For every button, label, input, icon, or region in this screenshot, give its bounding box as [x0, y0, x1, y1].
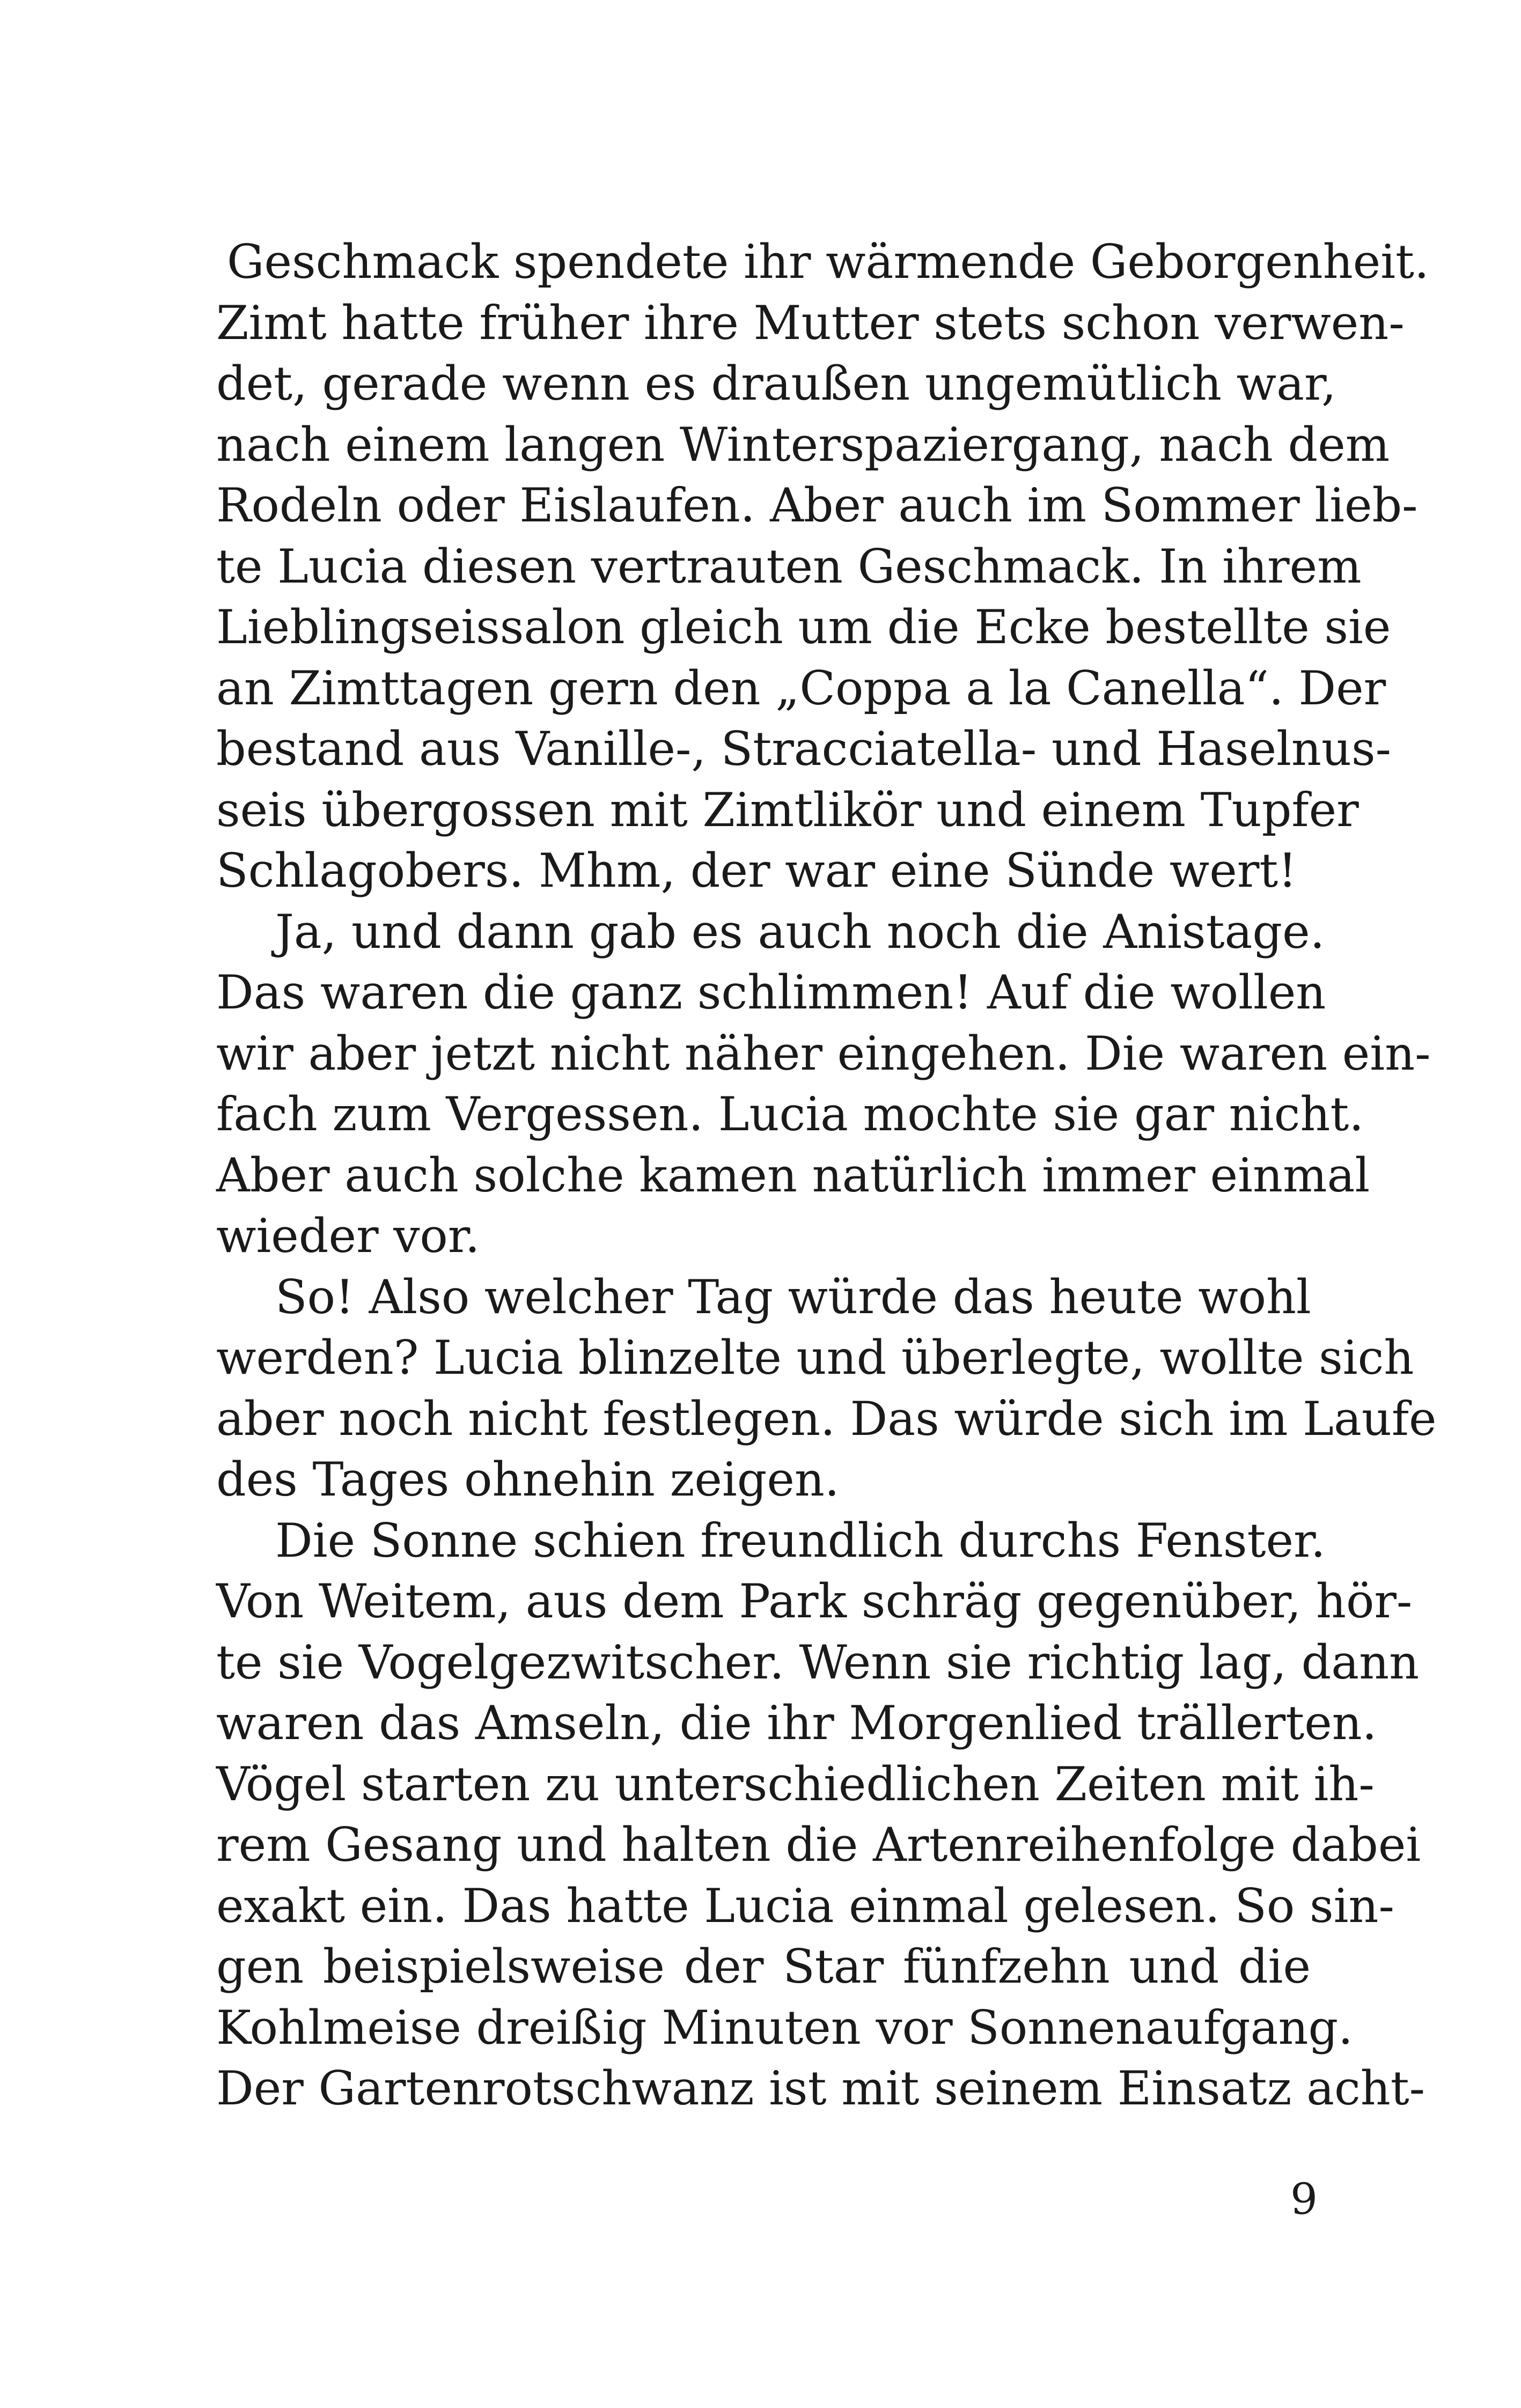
text-line: Schlagobers. Mhm, der war eine Sünde wert! — [216, 843, 1297, 898]
text-line: Das waren die ganz schlimmen! Auf die wollen — [216, 965, 1326, 1020]
text-line: nach einem langen Winterspaziergang, nach dem — [216, 417, 1390, 472]
text-line: Der Gartenrotschwanz ist mit seinem Einsatz acht- — [216, 2061, 1426, 2116]
text-line: wieder vor. — [216, 1209, 480, 1263]
text-line: fach zum Vergessen. Lucia mochte sie gar nicht. — [216, 1087, 1364, 1142]
text-line: Kohlmeise dreißig Minuten vor Sonnenaufgang. — [216, 2000, 1353, 2055]
text-line: te sie Vogelgezwitscher. Wenn sie richtig lag, dann — [216, 1634, 1420, 1690]
text-line: Geschmack spendete ihr wärmende Geborgenheit. — [227, 234, 1429, 289]
text-line: Die Sonne schien freundlich durchs Fenster. — [275, 1513, 1326, 1568]
text-line: det, gerade wenn es draußen ungemütlich war, — [216, 356, 1336, 411]
text-line: rem Gesang und halten die Artenreihenfolge dabei — [216, 1817, 1421, 1872]
body-text — [216, 232, 1437, 2119]
text-line: gen beispielsweise der Star fünfzehn und die — [216, 1939, 1311, 1994]
text-line: Aber auch solche kamen natürlich immer einmal — [216, 1147, 1370, 1203]
text-line: exakt ein. Das hatte Lucia einmal gelesen. So sin- — [216, 1878, 1394, 1933]
text-line: Rodeln oder Eislaufen. Aber auch im Sommer lieb- — [216, 478, 1418, 533]
text-line: Vögel starten zu unterschiedlichen Zeiten mit ih- — [216, 1756, 1375, 1811]
text-line: des Tages ohnehin zeigen. — [216, 1452, 840, 1507]
text-line: werden? Lucia blinzelte und überlegte, wollte sich — [216, 1330, 1414, 1385]
text-line: Lieblingseissalon gleich um die Ecke bestellte sie — [216, 600, 1391, 654]
text-line: So! Also welcher Tag würde das heute wohl — [275, 1269, 1311, 1324]
text-line: an Zimttagen gern den „Coppa a la Canella“. Der — [216, 660, 1386, 716]
text-line: te Lucia diesen vertrauten Geschmack. In ihrem — [216, 539, 1362, 594]
text-line: waren das Amseln, die ihr Morgenlied trällerten. — [216, 1696, 1377, 1750]
text-line: Zimt hatte früher ihre Mutter stets schon verwen- — [216, 295, 1405, 350]
text-line: aber noch nicht festlegen. Das würde sich im Laufe — [216, 1391, 1437, 1446]
page-number: 9 — [1290, 2174, 1318, 2224]
text-line: Ja, und dann gab es auch noch die Anistage. — [275, 904, 1325, 959]
text-line: wir aber jetzt nicht näher eingehen. Die waren ein- — [216, 1026, 1431, 1081]
text-line: seis übergossen mit Zimtlikör und einem Tupfer — [216, 782, 1359, 837]
text-line: Von Weitem, aus dem Park schräg gegenüber, hör- — [216, 1574, 1413, 1629]
text-line: bestand aus Vanille-, Stracciatella- und Haselnus- — [216, 721, 1392, 776]
